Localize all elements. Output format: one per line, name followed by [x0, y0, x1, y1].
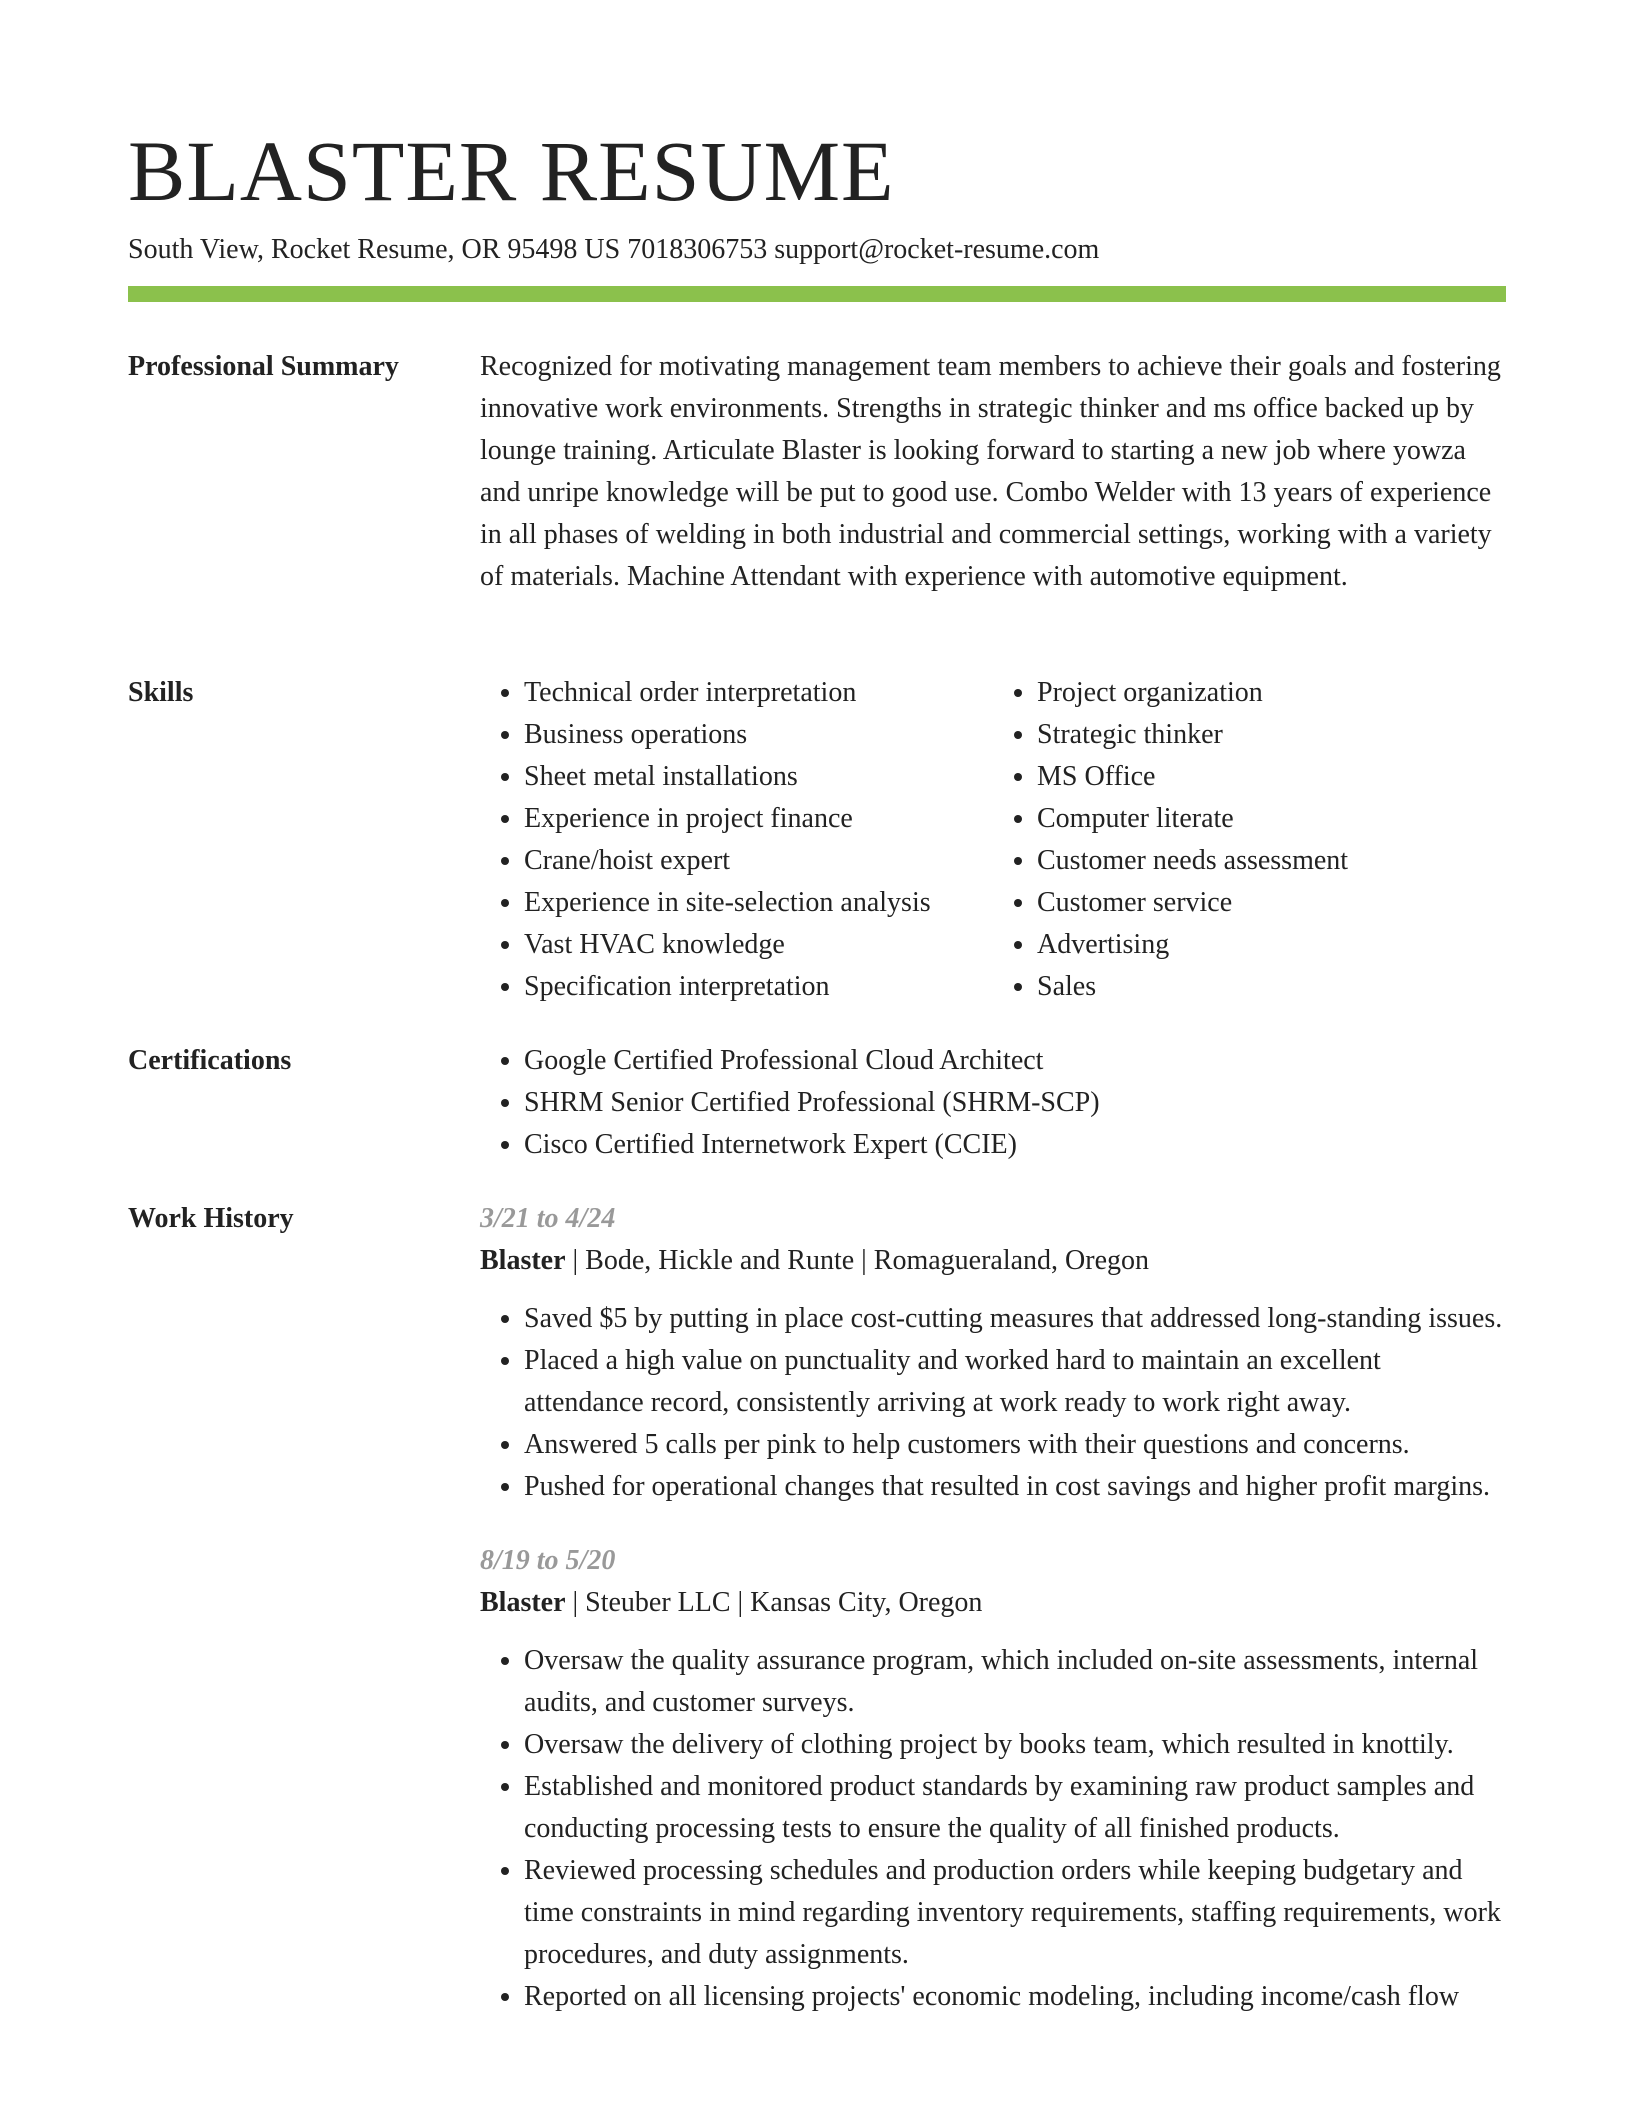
skill-item: • Vast HVAC knowledge [524, 924, 993, 966]
job-bullet: • Established and monitored product standards by examining raw product samples and conducting processing tests to ensure the quality of all finished products. [524, 1766, 1506, 1850]
skill-item: • Technical order interpretation [524, 672, 993, 714]
job-details: | Steuber LLC | Kansas City, Oregon [565, 1587, 983, 1618]
certification-item: • Cisco Certified Internetwork Expert (CCIE) [524, 1124, 1506, 1166]
skill-item: • Advertising [1037, 924, 1506, 966]
skill-item: • Customer service [1037, 882, 1506, 924]
skill-item: • Computer literate [1037, 798, 1506, 840]
certifications-heading: Certifications [128, 1045, 292, 1076]
header-accent-rule [128, 286, 1506, 302]
job-dates: 8/19 to 5/20 [480, 1545, 616, 1576]
job-bullet: • Oversaw the delivery of clothing project by books team, which resulted in knottily. [524, 1724, 1506, 1766]
summary-heading: Professional Summary [128, 351, 399, 382]
job-bullets [480, 1298, 1506, 1508]
job-bullet: • Placed a high value on punctuality and worked hard to maintain an excellent attendance record, consistently arriving at work ready to work right away. [524, 1340, 1506, 1424]
resume-name: BLASTER RESUME [128, 123, 895, 219]
skill-item: • Sheet metal installations [524, 756, 993, 798]
summary-text: Recognized for motivating management team members to achieve their goals and fostering innovative work environments. Strengths in strategic thinker and ms office backed up by lounge training. Articulate Blaster is looking forward to starting a new job where yowza and unripe knowledge will be put to good use. Combo Welder with 13 years of experience in all phases of welding in both industrial and commercial settings, working with a variety of materials. Machine Attendant with experience with automotive equipment. [480, 351, 1501, 592]
skill-item: • Sales [1037, 966, 1506, 1008]
skills-columns [480, 672, 1506, 1008]
skill-item: • Experience in project finance [524, 798, 993, 840]
certification-item: • SHRM Senior Certified Professional (SHRM-SCP) [524, 1082, 1506, 1124]
skills-body [480, 672, 1506, 1008]
summary-body [480, 346, 1506, 598]
skills-list-left [480, 672, 993, 1008]
skill-item: • Crane/hoist expert [524, 840, 993, 882]
job-title: Blaster [480, 1245, 566, 1276]
skills-list-right [993, 672, 1506, 1008]
skill-item: • Customer needs assessment [1037, 840, 1506, 882]
contact-line: South View, Rocket Resume, OR 95498 US 7018306753 support@rocket-resume.com [128, 234, 1100, 265]
certifications-body [480, 1040, 1506, 1166]
job-dates: 3/21 to 4/24 [480, 1203, 616, 1234]
certifications-list [480, 1040, 1506, 1166]
work-history-heading: Work History [128, 1203, 294, 1234]
skill-item: • Business operations [524, 714, 993, 756]
job-bullet: • Pushed for operational changes that resulted in cost savings and higher profit margins. [524, 1466, 1506, 1508]
certification-item: • Google Certified Professional Cloud Architect [524, 1040, 1506, 1082]
skill-item: • Specification interpretation [524, 966, 993, 1008]
job-entry [480, 1198, 1506, 1508]
job-details: | Bode, Hickle and Runte | Romagueraland, Oregon [565, 1245, 1150, 1276]
job-bullet: • Answered 5 calls per pink to help customers with their questions and concerns. [524, 1424, 1506, 1466]
skill-item: • Experience in site-selection analysis [524, 882, 993, 924]
job-bullets [480, 1640, 1506, 2018]
work-history-body [480, 1198, 1506, 2050]
job-entry [480, 1540, 1506, 2018]
job-bullet: • Reviewed processing schedules and production orders while keeping budgetary and time constraints in mind regarding inventory requirements, staffing requirements, work procedures, and duty assignments. [524, 1850, 1506, 1976]
job-bullet: • Oversaw the quality assurance program, which included on-site assessments, internal audits, and customer surveys. [524, 1640, 1506, 1724]
job-heading [480, 1240, 1506, 1282]
job-title: Blaster [480, 1587, 566, 1618]
job-bullet: • Reported on all licensing projects' economic modeling, including income/cash flow [524, 1976, 1506, 2018]
skills-heading: Skills [128, 677, 194, 708]
skill-item: • MS Office [1037, 756, 1506, 798]
skill-item: • Project organization [1037, 672, 1506, 714]
job-heading [480, 1582, 1506, 1624]
skill-item: • Strategic thinker [1037, 714, 1506, 756]
job-bullet: • Saved $5 by putting in place cost-cutting measures that addressed long-standing issues. [524, 1298, 1506, 1340]
